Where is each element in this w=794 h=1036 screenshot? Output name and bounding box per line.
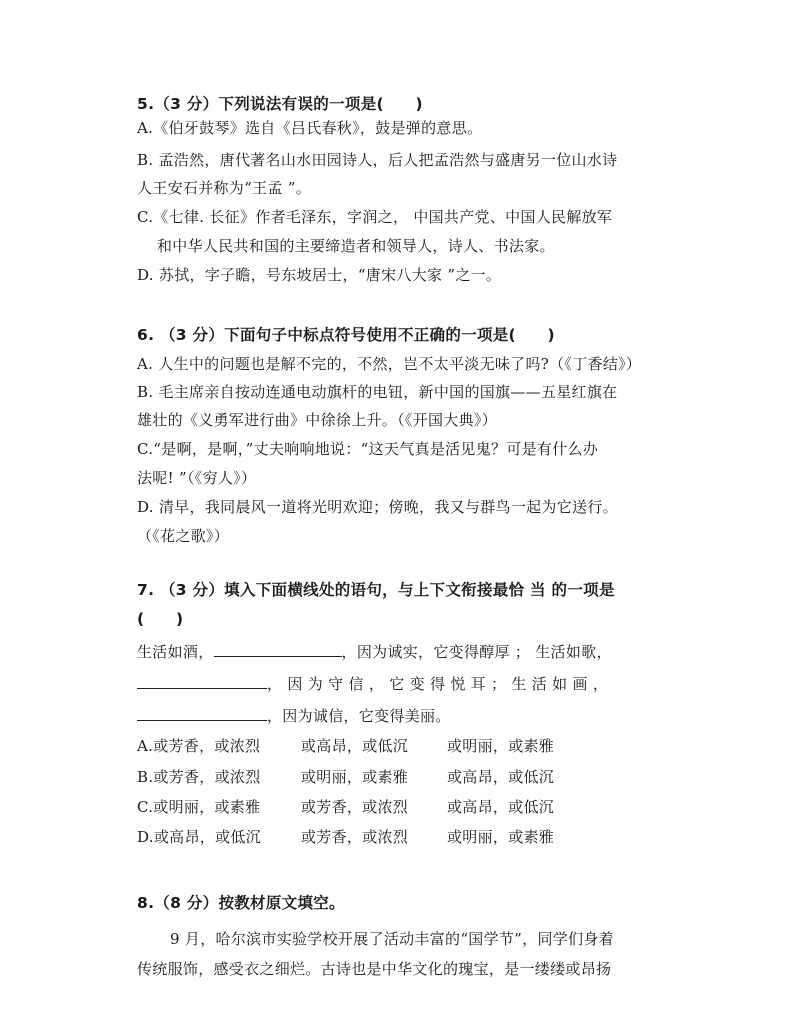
question-7-option-d	[137, 827, 637, 847]
question-7-passage-line-1	[137, 642, 612, 662]
option-cell: 或明丽，或素雅	[301, 768, 409, 786]
option-cell: 或芳香，或浓烈	[301, 828, 409, 846]
question-5-option-a: A.《伯牙鼓琴》选自《吕氏春秋》，鼓是弹的意思。	[137, 119, 483, 137]
question-6-option-d: D. 清早，我同晨风一道将光明欢迎；傍晚，我又与群鸟一起为它送行。	[137, 498, 618, 516]
option-cell: 或高昂，或低沉	[447, 798, 555, 816]
question-6-option-c-cont: 法呢! ”（《穷人》）	[137, 469, 257, 487]
option-cell: 或芳香，或浓烈	[301, 798, 409, 816]
question-5-option-b-cont: 人王安石并称为“王孟 ”。	[137, 179, 312, 197]
question-5-title: 5.（3 分）下列说法有误的一项是( )	[137, 95, 423, 113]
option-cell: D.或高昂，或低沉	[137, 828, 261, 846]
question-5-option-c: C.《七律. 长征》作者毛泽东，字润之， 中国共产党、中国人民解放军	[137, 208, 613, 226]
option-cell: 或高昂，或低沉	[301, 737, 409, 755]
question-8-title: 8.（8 分）按教材原文填空。	[137, 894, 345, 912]
question-7-passage-line-3	[137, 706, 451, 726]
fill-blank-1[interactable]	[214, 642, 342, 657]
question-7-option-a	[137, 736, 637, 756]
passage-text: ，因为诚信，它变得美丽。	[267, 707, 451, 725]
option-cell: C.或明丽，或素雅	[137, 798, 261, 816]
question-6-title: 6. （3 分）下面句子中标点符号使用不正确的一项是( )	[137, 326, 555, 344]
passage-text: 生活如酒，	[137, 643, 214, 661]
option-cell: 或明丽，或素雅	[447, 828, 555, 846]
question-6-option-d-cont: （《花之歌》）	[137, 527, 230, 545]
question-6-option-a: A. 人生中的问题也是解不完的，不然，岂不太平淡无味了吗?（《丁香结》）	[137, 355, 642, 373]
fill-blank-3[interactable]	[137, 706, 267, 721]
fill-blank-2[interactable]	[137, 674, 267, 689]
question-5-option-c-cont: 和中华人民共和国的主要缔造者和领导人，诗人、书法家。	[157, 237, 555, 255]
question-8-paragraph-line-2: 传统服饰，感受衣之细烂。古诗也是中华文化的瑰宝，是一缕缕或昂扬	[137, 960, 612, 978]
question-7-title: 7. （3 分）填入下面横线处的语句，与上下文衔接最恰 当 的一项是	[137, 581, 615, 599]
question-5-option-d: D. 苏拭，字子瞻，号东坡居士，“唐宋八大家 ”之一。	[137, 266, 502, 284]
question-8-paragraph-line-1: 9 月，哈尔滨市实验学校开展了活动丰富的“国学节”，同学们身着	[170, 930, 614, 948]
option-cell: A.或芳香，或浓烈	[137, 737, 261, 755]
question-7-option-c	[137, 797, 637, 817]
option-cell: 或高昂，或低沉	[447, 768, 555, 786]
passage-text: ，因为诚实，它变得醇厚 ； 生活如歌，	[341, 643, 612, 661]
question-6-option-b-cont: 雄壮的《义勇军进行曲》中徐徐上升。（《开国大典》）	[137, 411, 498, 429]
passage-text: ， 因 为 守 信 ， 它 变 得 悦 耳 ； 生 活 如 画 ，	[267, 675, 609, 693]
question-7-title-paren: ( )	[137, 610, 184, 628]
question-7-option-b	[137, 767, 637, 787]
question-5-option-b: B. 孟浩然，唐代著名山水田园诗人，后人把孟浩然与盛唐另一位山水诗	[137, 151, 618, 169]
question-7-passage-line-2	[137, 674, 608, 694]
question-6-option-b: B. 毛主席亲自按动连通电动旗杆的电钮，新中国的国旗——五星红旗在	[137, 383, 618, 401]
question-6-option-c: C.“是啊，是啊，”丈夫响响地说：“这天气真是活见鬼？可是有什么办	[137, 440, 599, 458]
option-cell: B.或芳香，或浓烈	[137, 768, 261, 786]
option-cell: 或明丽，或素雅	[447, 737, 555, 755]
